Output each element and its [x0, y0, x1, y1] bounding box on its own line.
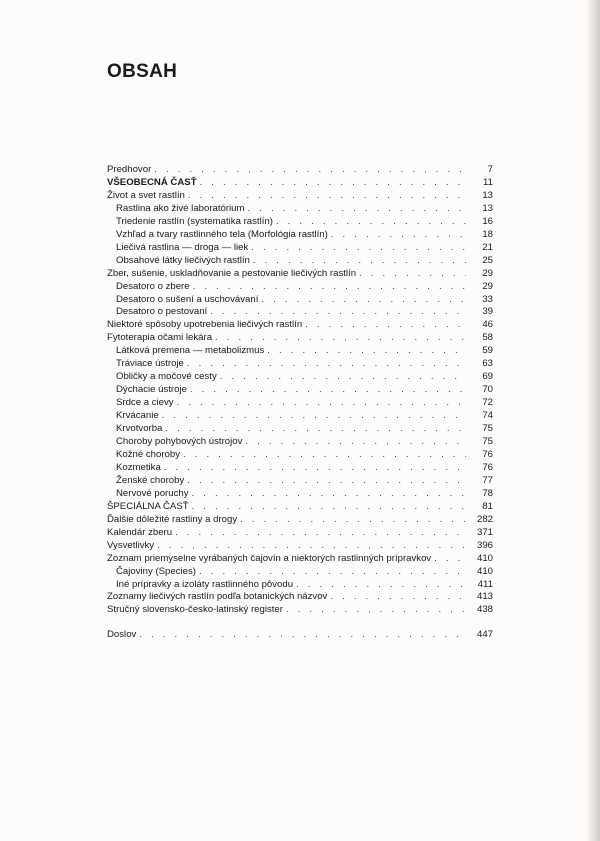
- toc-entry: [107, 190, 493, 203]
- toc-entry-label: Srdce a cievy: [116, 397, 174, 409]
- toc-entry: [107, 229, 493, 242]
- toc-entry-page-number: 410: [476, 565, 493, 577]
- toc-entry: [107, 629, 493, 642]
- table-of-contents: [107, 164, 493, 642]
- dot-leader: [276, 216, 466, 229]
- dot-leader: [187, 358, 466, 371]
- dot-leader: [245, 436, 466, 449]
- toc-entry-page-number: 413: [476, 591, 493, 603]
- toc-entry: [107, 319, 493, 332]
- toc-entry-page-number: 29: [482, 280, 493, 292]
- toc-entry-page-number: 25: [482, 254, 493, 266]
- toc-entry-page-number: 447: [476, 629, 493, 641]
- page-edge-shadow: [586, 0, 600, 841]
- toc-entry: [107, 332, 493, 345]
- toc-entry-page-number: 39: [482, 306, 493, 318]
- toc-entry-label: Život a svet rastlín: [107, 189, 185, 201]
- toc-entry-page-number: 18: [482, 228, 493, 240]
- toc-entry-label: Zoznamy liečivých rastlín podľa botanických názvov: [107, 591, 328, 603]
- toc-entry: [107, 579, 493, 592]
- dot-leader: [248, 203, 466, 216]
- toc-entry: [107, 268, 493, 281]
- dot-leader: [286, 604, 466, 617]
- toc-entry-page-number: 13: [482, 189, 493, 201]
- toc-entry-page-number: 59: [482, 345, 493, 357]
- toc-entry: [107, 255, 493, 268]
- toc-entry: [107, 294, 493, 307]
- toc-entry-page-number: 46: [482, 319, 493, 331]
- toc-entry-page-number: 69: [482, 371, 493, 383]
- toc-entry: [107, 177, 493, 190]
- dot-leader: [267, 345, 466, 358]
- toc-entry-label: Zber, sušenie, uskladňovanie a pestovanie liečivých rastlín: [107, 267, 357, 279]
- toc-entry-page-number: 70: [482, 384, 493, 396]
- toc-entry-label: Krvotvorba: [116, 423, 163, 435]
- toc-entry-page-number: 13: [482, 202, 493, 214]
- toc-entry: [107, 488, 493, 501]
- toc-entry-label: Desatoro o sušení a uschovávaní: [116, 293, 259, 305]
- toc-entry: [107, 475, 493, 488]
- toc-entry-label: Ženské choroby: [116, 474, 185, 486]
- spacer: [107, 617, 493, 629]
- dot-leader: [359, 268, 466, 281]
- dot-leader: [251, 242, 466, 255]
- dot-leader: [331, 229, 466, 242]
- toc-entry: [107, 449, 493, 462]
- dot-leader: [210, 306, 466, 319]
- toc-entry-page-number: 76: [482, 461, 493, 473]
- toc-entry: [107, 242, 493, 255]
- toc-entry-label: Predhovor: [107, 164, 152, 175]
- dot-leader: [192, 501, 466, 514]
- toc-entry-page-number: 78: [482, 487, 493, 499]
- toc-entry-label: Krvácanie: [116, 410, 159, 422]
- toc-entry-label: ŠPECIÁLNA ČASŤ: [107, 500, 189, 512]
- toc-entry-label: Čajoviny (Species): [116, 565, 196, 577]
- toc-entry-page-number: 396: [476, 539, 493, 551]
- toc-entry-page-number: 29: [482, 267, 493, 279]
- toc-entry-label: Ďalšie dôležité rastliny a drogy: [107, 513, 238, 525]
- dot-leader: [240, 514, 466, 527]
- toc-entry: [107, 345, 493, 358]
- dot-leader: [190, 384, 466, 397]
- toc-entry-label: Vysvetlivky: [107, 539, 155, 551]
- dot-leader: [154, 164, 466, 177]
- toc-entry: [107, 164, 493, 177]
- toc-entry-label: Nervové poruchy: [116, 487, 189, 499]
- toc-entry: [107, 436, 493, 449]
- toc-entry-page-number: 438: [476, 604, 493, 616]
- dot-leader: [220, 371, 466, 384]
- dot-leader: [330, 591, 466, 604]
- toc-entry-label: Kozmetika: [116, 461, 161, 473]
- toc-entry-label: Tráviace ústroje: [116, 358, 184, 370]
- toc-entry: [107, 604, 493, 617]
- dot-leader: [188, 190, 466, 203]
- toc-entry: [107, 358, 493, 371]
- toc-entry-page-number: 410: [476, 552, 493, 564]
- toc-entry-label: Choroby pohybových ústrojov: [116, 436, 243, 448]
- toc-entry: [107, 462, 493, 475]
- toc-entry: [107, 514, 493, 527]
- toc-entry: [107, 553, 493, 566]
- dot-leader: [215, 332, 466, 345]
- toc-entry-label: Dýchacie ústroje: [116, 384, 187, 396]
- toc-entry-page-number: 72: [482, 397, 493, 409]
- toc-entry-label: VŠEOBECNÁ ČASŤ: [107, 176, 197, 188]
- dot-leader: [296, 579, 466, 592]
- dot-leader: [164, 462, 466, 475]
- toc-entry-label: Doslov: [107, 629, 137, 641]
- toc-entry-page-number: 21: [482, 241, 493, 253]
- toc-entry-label: Látková premena — metabolizmus: [116, 345, 265, 357]
- toc-entry-label: Kožné choroby: [116, 448, 180, 460]
- toc-entry-page-number: 63: [482, 358, 493, 370]
- toc-entry-page-number: 33: [482, 293, 493, 305]
- toc-entry-page-number: 411: [477, 578, 493, 590]
- toc-entry: [107, 540, 493, 553]
- dot-leader: [157, 540, 466, 553]
- toc-entry-page-number: 74: [482, 410, 493, 422]
- dot-leader: [434, 553, 466, 566]
- toc-entry-label: Niektoré spôsoby upotrebenia liečivých rastlín: [107, 319, 303, 331]
- dot-leader: [253, 255, 466, 268]
- toc-entry: [107, 384, 493, 397]
- toc-entry-page-number: 75: [482, 423, 493, 435]
- toc-entry: [107, 566, 493, 579]
- toc-entry-label: Kalendár zberu: [107, 526, 173, 538]
- dot-leader: [139, 629, 466, 642]
- toc-entry-page-number: 7: [487, 164, 493, 175]
- toc-entry-page-number: 282: [476, 513, 493, 525]
- dot-leader: [177, 397, 466, 410]
- toc-entry: [107, 203, 493, 216]
- toc-entry: [107, 306, 493, 319]
- dot-leader: [183, 449, 466, 462]
- dot-leader: [193, 281, 466, 294]
- dot-leader: [199, 566, 466, 579]
- page-title: OBSAH: [107, 61, 178, 82]
- toc-entry-label: Triedenie rastlín (systematika rastlín): [116, 215, 273, 227]
- toc-entry-label: Obsahové látky liečivých rastlín: [116, 254, 250, 266]
- toc-entry-label: Vzhľad a tvary rastlinného tela (Morfológia rastlín): [116, 228, 328, 240]
- toc-entry-label: Iné prípravky a izoláty rastlinného pôvodu: [116, 578, 294, 590]
- toc-entry-page-number: 58: [482, 332, 493, 344]
- dot-leader: [200, 177, 466, 190]
- toc-entry: [107, 527, 493, 540]
- toc-entry-page-number: 75: [482, 436, 493, 448]
- toc-entry-label: Stručný slovensko-česko-latinský register: [107, 604, 283, 616]
- toc-entry-label: Obličky a močové cesty: [116, 371, 217, 383]
- toc-entry: [107, 281, 493, 294]
- dot-leader: [175, 527, 466, 540]
- toc-entry-page-number: 11: [483, 176, 493, 188]
- toc-entry: [107, 423, 493, 436]
- toc-entry-label: Liečivá rastlina — droga — liek: [116, 241, 249, 253]
- toc-entry-label: Zoznam priemyselne vyrábaných čajovín a niektorých rastlinných prípravkov: [107, 552, 432, 564]
- toc-entry-page-number: 77: [482, 474, 493, 486]
- toc-entry-page-number: 371: [476, 526, 493, 538]
- dot-leader: [261, 294, 466, 307]
- toc-entry-page-number: 76: [482, 448, 493, 460]
- dot-leader: [165, 423, 466, 436]
- toc-entry: [107, 591, 493, 604]
- toc-entry-page-number: 81: [482, 500, 493, 512]
- toc-entry: [107, 216, 493, 229]
- toc-entry-label: Rastlina ako živé laboratórium: [116, 202, 245, 214]
- toc-entry-page-number: 16: [482, 215, 493, 227]
- dot-leader: [187, 475, 466, 488]
- dot-leader: [162, 410, 466, 423]
- toc-entry-label: Desatoro o pestovaní: [116, 306, 208, 318]
- toc-entry: [107, 371, 493, 384]
- dot-leader: [192, 488, 466, 501]
- dot-leader: [305, 319, 466, 332]
- toc-entry-label: Desatoro o zbere: [116, 280, 190, 292]
- toc-entry: [107, 501, 493, 514]
- toc-entry: [107, 410, 493, 423]
- toc-entry-label: Fytoterapia očami lekára: [107, 332, 213, 344]
- toc-entry: [107, 397, 493, 410]
